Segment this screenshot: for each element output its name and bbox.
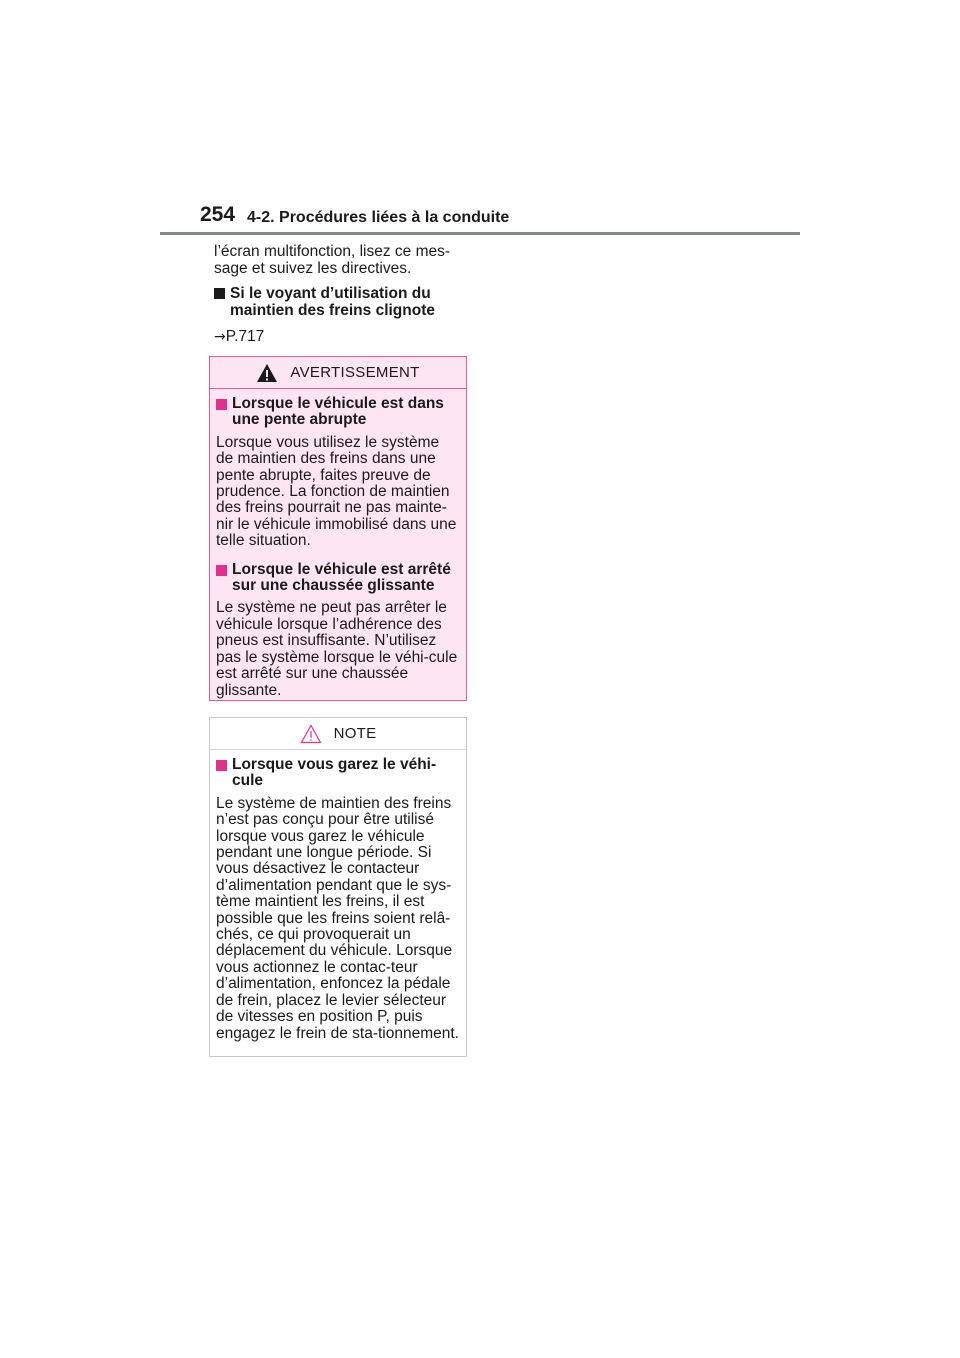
warning-item-text: Lorsque vous utilisez le système de maintien des freins dans une pente abrupte, faites preuve de prudence. La fonction de maintien des freins pourrait ne pas mainte-nir le véhicule immobilisé dans une telle situation. bbox=[216, 433, 457, 550]
note-item-heading bbox=[216, 757, 459, 790]
page-reference[interactable] bbox=[214, 328, 474, 346]
warning-body bbox=[210, 389, 466, 699]
page-number: 254 bbox=[200, 203, 236, 226]
warning-box bbox=[209, 356, 467, 701]
warning-item-heading-text: Lorsque le véhicule est dans une pente abrupte bbox=[232, 395, 444, 429]
pink-square-bullet-icon bbox=[216, 399, 227, 410]
warning-triangle-icon bbox=[256, 363, 278, 383]
warning-item-text: Le système ne peut pas arrêter le véhicule lorsque l’adhérence des pneus est insuffisante. N’utilisez pas le système lorsque le véhi-cule est arrêté sur une chaussée glissante. bbox=[216, 599, 458, 699]
intro-section bbox=[214, 243, 474, 346]
note-item-heading-text: Lorsque vous garez le véhi-cule bbox=[232, 756, 437, 790]
note-box bbox=[209, 717, 467, 1057]
arrow-right-icon: → bbox=[214, 329, 226, 345]
section-title: 4-2. Procédures liées à la conduite bbox=[247, 209, 510, 226]
square-bullet-icon bbox=[214, 288, 225, 299]
note-body bbox=[210, 750, 466, 1042]
note-title: NOTE bbox=[333, 725, 377, 742]
warning-item-heading bbox=[216, 562, 459, 595]
intro-subheading-text: Si le voyant d’utilisation du maintien des freins clignote bbox=[230, 285, 435, 319]
warning-title: AVERTISSEMENT bbox=[290, 364, 420, 381]
warning-item-heading bbox=[216, 396, 459, 429]
note-item-text: Le système de maintien des freins n’est pas conçu pour être utilisé lorsque vous garez le véhicule pendant une longue période. Si vous désactivez le contacteur d’alimentation pendant que le sys-tème maintient les freins, il est possible que les freins soient relâ-chés, ce qui provoquerait un déplacement du véhicule. Lorsque vous actionnez le contac-teur d’alimentation, enfoncez la pédale de frein, placez le levier sélecteur de vitesses en position P, puis engagez le frein de sta-tionnement. bbox=[216, 794, 459, 1042]
pink-square-bullet-icon bbox=[216, 565, 227, 576]
intro-paragraph: l’écran multifonction, lisez ce mes-sage et suivez les directives. bbox=[214, 243, 451, 277]
intro-subheading bbox=[214, 285, 474, 319]
warning-item-heading-text: Lorsque le véhicule est arrêté sur une chaussée glissante bbox=[232, 560, 451, 595]
warning-header bbox=[210, 357, 466, 389]
caution-outline-triangle-icon bbox=[300, 724, 322, 744]
header-divider bbox=[160, 232, 800, 235]
note-header bbox=[210, 718, 466, 750]
pink-square-bullet-icon bbox=[216, 760, 227, 771]
page-reference-label: P.717 bbox=[225, 328, 265, 345]
